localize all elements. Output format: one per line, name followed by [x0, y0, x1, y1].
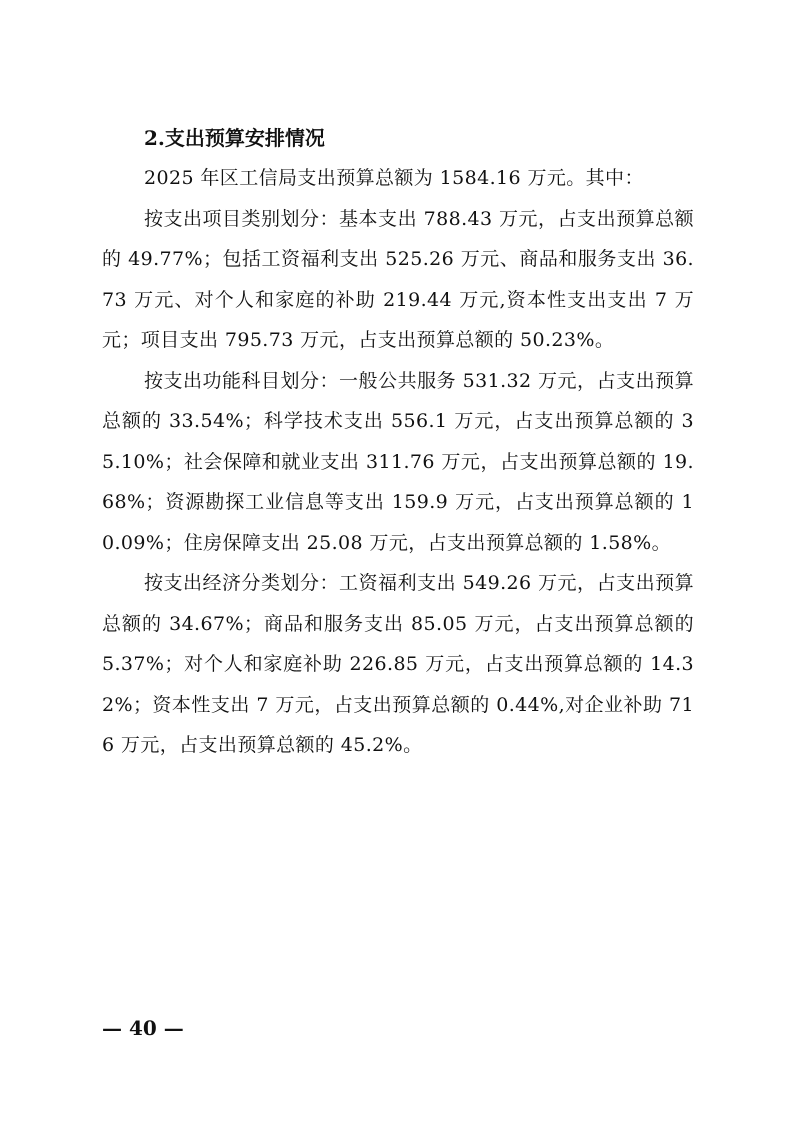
paragraph-by-function: 按支出功能科目划分：一般公共服务 531.32 万元，占支出预算总额的 33.54%；科学技术支出 556.1 万元，占支出预算总额的 35.10%；社会保障和就业支出 311.76 万元，占支出预算总额的 19.68%；资源勘探工业信息等支出 159.9 万元，占支出预算总额的 10.09%；住房保障支出 25.08 万元，占支出预算总额的 1.58%。 — [102, 369, 694, 554]
section-heading: 2.支出预算安排情况 — [144, 126, 325, 150]
paragraph-by-project-category: 按支出项目类别划分：基本支出 788.43 万元，占支出预算总额的 49.77%；包括工资福利支出 525.26 万元、商品和服务支出 36.73 万元、对个人和家庭的补助 219.44 万元,资本性支出支出 7 万元；项目支出 795.73 万元，占支出预算总额的 50.23%。 — [102, 207, 694, 351]
paragraph-by-economic-class: 按支出经济分类划分：工资福利支出 549.26 万元，占支出预算总额的 34.67%；商品和服务支出 85.05 万元，占支出预算总额的 5.37%；对个人和家庭补助 226.85 万元，占支出预算总额的 14.32%；资本性支出 7 万元，占支出预算总额的 0.44%,对企业补助 716 万元，占支出预算总额的 45.2%。 — [102, 572, 694, 756]
page-number: — 40 — — [102, 1016, 184, 1040]
paragraph-total: 2025 年区工信局支出预算总额为 1584.16 万元。其中： — [144, 167, 644, 189]
document-body — [102, 118, 694, 766]
